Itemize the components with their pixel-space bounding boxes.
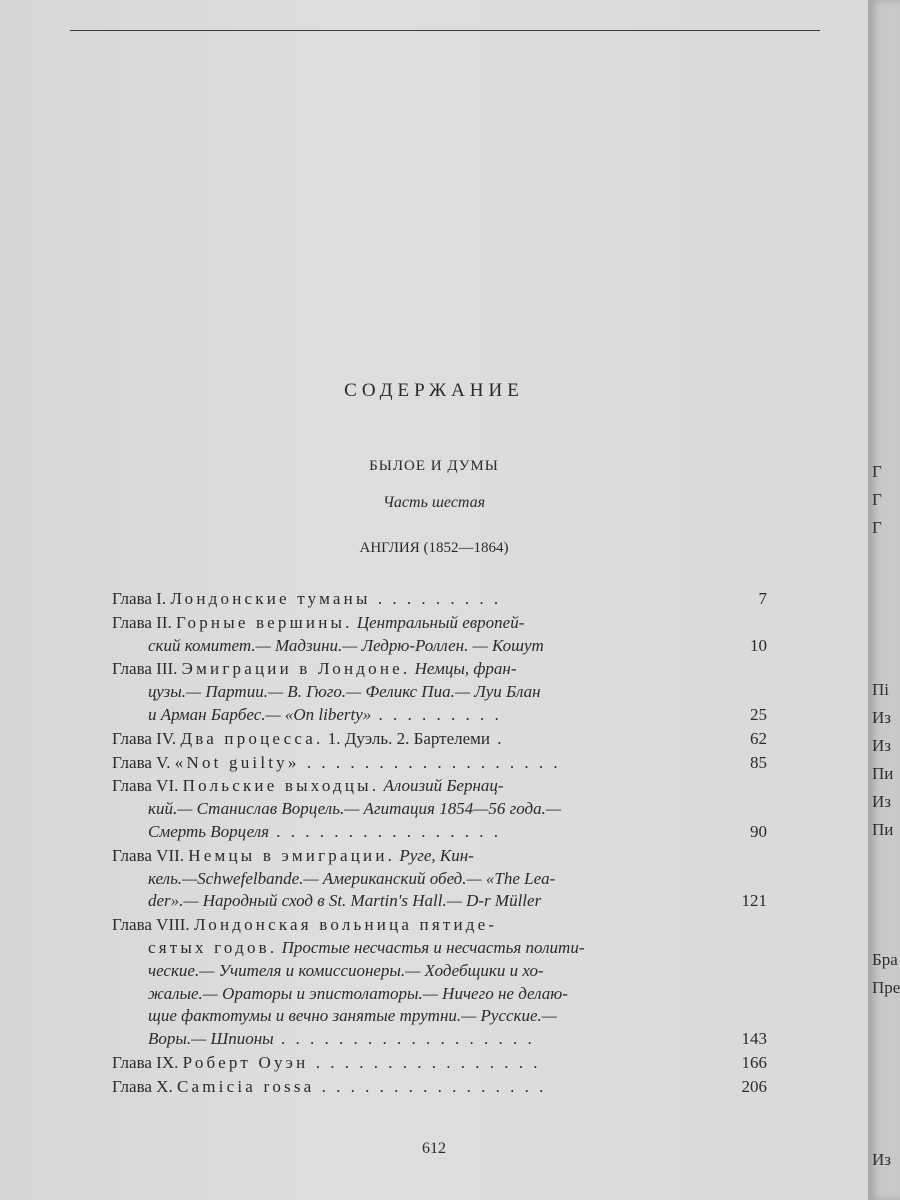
toc-text: ческие.— Учителя и комиссионеры.— Ходебщики и хо- [148,960,544,980]
toc-text: Алоизий Бернац- [379,776,504,796]
toc-text: Горные вершины. [176,612,353,632]
toc-text: Смерть Ворцеля [148,821,270,841]
toc-text: Польские выходцы. [182,776,380,796]
adjacent-page-text-fragment: Из [872,792,891,811]
toc-line [112,681,767,704]
leader-dots: . [490,728,505,748]
toc-line [112,798,767,821]
toc-text: Глава I. [112,589,171,608]
toc-text: Немцы, фран- [410,659,517,679]
leader-dots: . . . . . . . . . . . . . . . . [269,821,502,841]
toc-text: Глава III. [112,659,182,679]
section-title: АНГЛИЯ (1852—1864) [359,540,509,556]
toc-page-number: 62 [750,728,767,748]
toc-text: и Арман Барбес.— «On liberty» [148,704,372,724]
toc-line [112,845,767,868]
toc-text: Глава II. [112,612,176,632]
toc-line [112,983,767,1006]
toc-line [112,868,767,891]
toc-text: цузы.— Партии.— В. Гюго.— Феликс Пиа.— Луи Блан [148,682,541,702]
toc-line [112,821,767,844]
table-of-contents [112,588,767,1100]
toc-line [112,937,767,960]
toc-entry [112,914,767,1051]
leader-dots: . . . . . . . . . . . . . . . . . . [299,752,561,772]
adjacent-page-text-fragment: Бра [872,950,898,969]
toc-text: щие фактотумы и вечно занятые трутни.— Русские.— [148,1006,557,1026]
toc-text: сятых годов. [148,937,278,957]
toc-text: Два процесса. [180,728,324,748]
toc-line [112,635,767,658]
leader-dots: . . . . . . . . . . . . . . . . . . [273,1029,535,1049]
toc-entry [112,588,767,611]
toc-line [112,752,767,775]
toc-text: Глава VIII. [112,915,194,935]
toc-line [112,1005,767,1028]
toc-line [112,914,767,937]
toc-entry [112,775,767,843]
toc-line [112,960,767,983]
toc-text: Лондонские туманы [170,589,371,608]
toc-page-number: 25 [750,704,767,724]
toc-text: Camicia rossa [176,1076,315,1096]
toc-entry [112,728,767,751]
toc-page-number: 90 [750,821,767,841]
adjacent-page-text-fragment: Г [872,518,882,537]
toc-line [112,1028,767,1051]
toc-text: Глава V. [112,752,175,772]
adjacent-page-text-fragment: Г [872,490,882,509]
toc-text: Лондонская вольница пятиде- [193,915,498,935]
toc-text: Глава IX. [112,1052,183,1072]
toc-text: Центральный европей- [352,612,525,632]
toc-text: кель.—Schwefelbande.— Американский обед.— «The Lea- [148,868,556,888]
toc-text: Немцы в эмиграции. [188,845,396,865]
toc-line [112,890,767,913]
contents-title: СОДЕРЖАНИЕ [344,380,524,401]
toc-line [112,775,767,798]
leader-dots: . . . . . . . . . [371,704,502,724]
leader-dots: . . . . . . . . . [370,589,502,608]
toc-text: Простые несчастья и несчастья полити- [277,937,585,957]
toc-line [112,728,767,751]
toc-text: Руге, Кин- [395,845,474,865]
adjacent-page-edge [868,0,900,1200]
toc-page-number: 143 [741,1029,767,1049]
toc-text: 1. Дуэль. 2. Бартелеми [323,728,491,748]
toc-text: Эмиграции в Лондоне. [181,659,411,679]
toc-text: ский комитет.— Мадзини.— Ледрю-Роллен. — Кошут [148,635,544,655]
adjacent-page-text-fragment: Пре [872,978,900,997]
leader-dots: . . . . . . . . . . . . . . . . [314,1076,547,1096]
toc-page-number: 7 [758,589,767,608]
toc-line [112,704,767,727]
toc-text: Глава VII. [112,845,189,865]
top-rule [70,30,820,31]
work-title: БЫЛОЕ И ДУМЫ [369,458,499,474]
toc-line [112,1076,767,1099]
adjacent-page-text-fragment: Г [872,462,882,481]
toc-text: Глава X. [112,1076,177,1096]
toc-text: жалые.— Ораторы и эпистолаторы.— Ничего не делаю- [148,983,568,1003]
part-title: Часть шестая [382,494,486,511]
toc-entry [112,845,767,913]
toc-page-number: 166 [741,1052,767,1072]
toc-line [112,612,767,635]
toc-entry [112,658,767,726]
page-folio: 612 [422,1140,446,1157]
toc-page-number: 85 [750,752,767,772]
toc-entry [112,1052,767,1075]
toc-text: «Not guilty» [174,752,300,772]
toc-line [112,658,767,681]
leader-dots: . . . . . . . . . . . . . . . . [308,1052,541,1072]
adjacent-page-text-fragment: Из [872,708,891,727]
toc-text: Глава IV. [112,728,181,748]
adjacent-page-text-fragment: Пі [872,680,889,699]
toc-page-number: 10 [750,635,767,655]
toc-page-number: 121 [741,891,767,911]
toc-line [112,588,767,611]
toc-entry [112,752,767,775]
toc-text: Воры.— Шпионы [148,1029,274,1049]
toc-page-number: 206 [741,1076,767,1096]
toc-line [112,1052,767,1075]
adjacent-page-text-fragment: Из [872,736,891,755]
toc-text: Глава VI. [112,776,183,796]
toc-entry [112,612,767,658]
toc-text: кий.— Станислав Ворцель.— Агитация 1854—56 года.— [148,799,561,819]
adjacent-page-text-fragment: Пи [872,764,894,783]
adjacent-page-text-fragment: Пи [872,820,894,839]
toc-text: der».— Народный сход в St. Martin's Hall.— D-r Müller [148,891,542,911]
toc-entry [112,1076,767,1099]
toc-text: Роберт Оуэн [182,1052,309,1072]
adjacent-page-text-fragment: Из [872,1150,891,1169]
